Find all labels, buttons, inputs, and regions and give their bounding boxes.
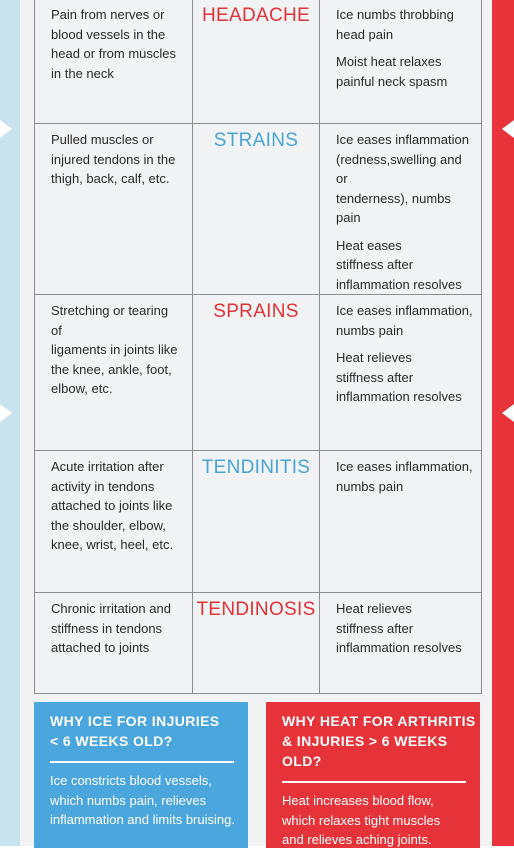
treatment-cell [320,451,482,593]
heat-treatment-text: Moist heat relaxes painful neck spasm [336,54,448,89]
cause-text: Chronic irritation and stiffness in tendons attached to joints [51,601,171,655]
ice-box-divider [50,761,234,763]
ice-explanation-box [34,702,248,848]
condition-cell [193,0,320,124]
cause-cell [35,593,193,694]
ice-treatment-text: Ice eases inflammation, numbs pain [336,303,473,338]
ice-treatment-text: Ice eases inflammation, numbs pain [336,459,473,494]
heat-treatment-text: Heat eases stiffness after inflammation resolves [336,237,462,292]
right-band-notch [502,404,514,422]
right-band-notch [502,120,514,138]
left-band-notch [0,120,12,138]
ice-treatment-text: Ice eases inflammation (redness,swelling and or tenderness), numbs pain [336,132,469,225]
condition-name: TENDINITIS [201,457,311,478]
cause-cell [35,124,193,295]
cause-cell [35,295,193,451]
cause-text: Stretching or tearing of ligaments in joints like the knee, ankle, foot, elbow, etc. [51,303,178,396]
treatment-cell [320,593,482,694]
heat-treatment-text: Heat relieves stiffness after inflammation resolves [336,601,462,655]
condition-name: SPRAINS [213,301,299,322]
condition-name: HEADACHE [202,5,310,26]
table-row-sprains [35,295,482,451]
injury-treatment-table [34,0,482,694]
condition-cell [193,124,320,295]
heat-box-body: Heat increases blood flow, which relaxes tight muscles and relieves aching joints. [282,793,441,847]
table-row-tendinosis [35,593,482,694]
treatment-cell [320,295,482,451]
ice-box-body: Ice constricts blood vessels, which numbs pain, relieves inflammation and limits bruising. [50,773,235,827]
ice-box-heading: WHY ICE FOR INJURIES < 6 WEEKS OLD? [50,713,220,749]
condition-name: STRAINS [213,130,299,151]
content-panel [20,0,492,846]
cause-text: Pulled muscles or injured tendons in the thigh, back, calf, etc. [51,132,176,186]
heat-box-heading: WHY HEAT FOR ARTHRITIS & INJURIES > 6 WEEKS OLD? [282,713,476,769]
condition-cell [193,593,320,694]
cause-cell [35,451,193,593]
cause-text: Acute irritation after activity in tendons attached to joints like the shoulder, elbow, knee, wrist, heel, etc. [51,459,174,552]
heat-explanation-box [266,702,480,848]
table-row-strains [35,124,482,295]
table-row-headache [35,0,482,124]
treatment-cell [320,0,482,124]
cause-text: Pain from nerves or blood vessels in the head or from muscles in the neck [51,7,176,81]
cause-cell [35,0,193,124]
condition-name: TENDINOSIS [196,599,316,620]
heat-treatment-text: Heat relieves stiffness after inflammation resolves [336,350,462,404]
left-band-notch [0,404,12,422]
heat-box-divider [282,781,466,783]
condition-cell [193,295,320,451]
ice-treatment-text: Ice numbs throbbing head pain [336,7,454,42]
table-row-tendinitis [35,451,482,593]
condition-cell [193,451,320,593]
treatment-cell [320,124,482,295]
